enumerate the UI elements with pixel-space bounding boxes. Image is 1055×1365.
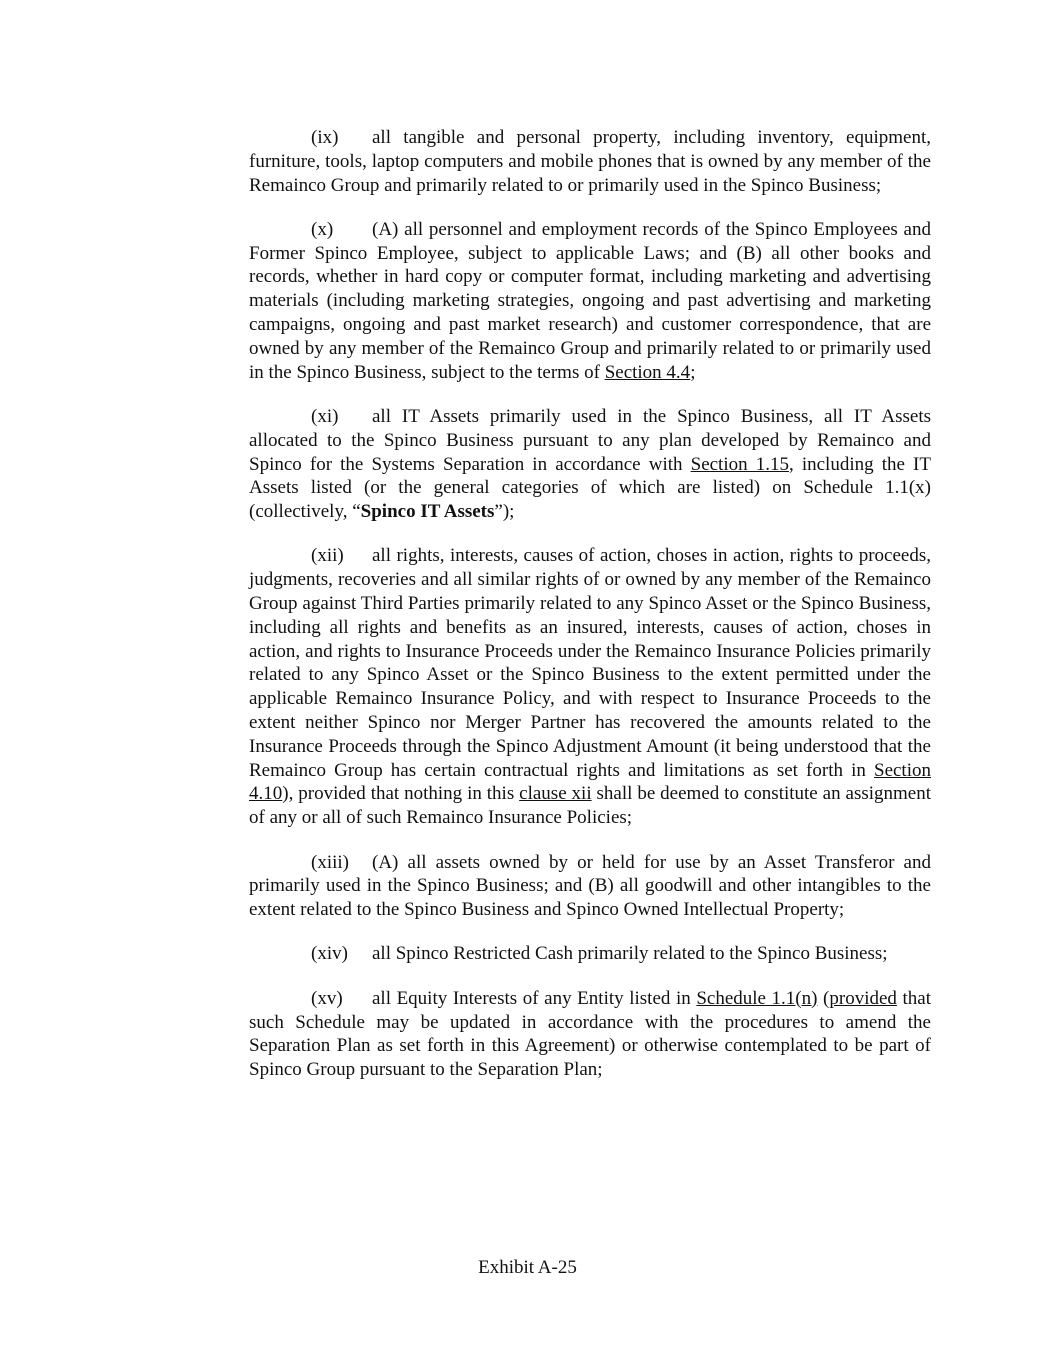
document-body — [249, 126, 931, 1102]
clause-text: that such Schedule may be updated in accordance with the procedures to amend the Separation Plan as set forth in this Agreement) or otherwise contemplated to be part of Spinco Group pursuant to the Separation Plan; — [249, 987, 932, 1081]
clause-xv — [249, 987, 931, 1082]
defined-term: Spinco IT Assets — [360, 501, 495, 523]
clause-text: all rights, interests, causes of action, choses in action, rights to proceeds, judgments, recoveries and all similar rights of or owned by any member of the Remainco Group against Third Parties primarily related to any Spinco Asset or the Spinco Business, including all rights and benefits as an insured, interests, causes of action, choses in action, and rights to Insurance Proceeds under the Remainco Insurance Policies primarily related to any Spinco Asset or the Spinco Business to the extent permitted under the applicable Remainco Insurance Policy, and with respect to Insurance Proceeds to the extent neither Spinco nor Merger Partner has recovered the amounts related to the Insurance Proceeds through the Spinco Adjustment Amount (it being understood that the Remainco Group has certain contractual rights and limitations as set forth in — [249, 545, 931, 781]
clause-number: (xv) — [311, 987, 343, 1009]
clause-xi — [249, 405, 931, 524]
clause-number: (ix) — [311, 127, 339, 148]
clause-number: (xiii) — [311, 851, 349, 873]
clause-xii — [249, 544, 931, 830]
clause-text: , including the IT Assets listed (or the general categories of which are listed) on Schedule 1.1(x) (collectively, “ — [249, 453, 931, 523]
clause-reference: clause xii — [519, 783, 592, 805]
schedule-reference: Schedule 1.1(n) — [696, 987, 818, 1009]
page-footer: Exhibit A-25 — [478, 1257, 577, 1278]
clause-x — [249, 218, 931, 385]
clause-xiv — [249, 942, 931, 966]
clause-text: all Spinco Restricted Cash primarily related to the Spinco Business; — [372, 943, 888, 965]
section-reference: Section 4.10 — [249, 759, 931, 805]
clause-number: (xiv) — [311, 943, 348, 965]
clause-text: all tangible and personal property, including inventory, equipment, furniture, tools, laptop computers and mobile phones that is owned by any member of the Remainco Group and primarily related to or primarily used in the Spinco Business; — [249, 127, 931, 196]
clause-number: (xii) — [311, 545, 344, 567]
clause-text: ), provided that nothing in this — [282, 783, 520, 805]
section-reference: Section 1.15 — [690, 453, 789, 475]
clause-xiii — [249, 851, 931, 922]
proviso-term: provided — [829, 987, 897, 1009]
clause-text: all Equity Interests of any Entity listed in — [372, 987, 697, 1009]
clause-text: (A) all personnel and employment records of the Spinco Employees and Former Spinco Employee, subject to applicable Laws; and (B) all other books and records, whether in hard copy or computer format, including marketing and advertising materials (including marketing strategies, ongoing and past advertising and marketing campaigns, ongoing and past market research) and customer correspondence, that are owned by any member of the Remainco Group and primarily related to or primarily used in the Spinco Business, subject to the terms of — [249, 218, 931, 383]
clause-text: shall be deemed to constitute an assignment of any or all of such Remainco Insurance Policies; — [249, 783, 931, 829]
clause-text: ”); — [494, 501, 515, 523]
section-reference: Section 4.4 — [604, 361, 691, 383]
clause-text: all IT Assets primarily used in the Spinco Business, all IT Assets allocated to the Spinco Business pursuant to any plan developed by Remainco and Spinco for the Systems Separation in accordance with — [249, 405, 931, 475]
clause-text: ; — [690, 361, 696, 383]
clause-text: ( — [817, 987, 830, 1009]
clause-ix — [249, 126, 931, 197]
clause-number: (x) — [311, 218, 334, 240]
clause-number: (xi) — [311, 405, 339, 427]
clause-text: (A) all assets owned by or held for use by an Asset Transferor and primarily used in the Spinco Business; and (B) all goodwill and other intangibles to the extent related to the Spinco Business and Spinco Owned Intellectual Property; — [249, 851, 931, 921]
